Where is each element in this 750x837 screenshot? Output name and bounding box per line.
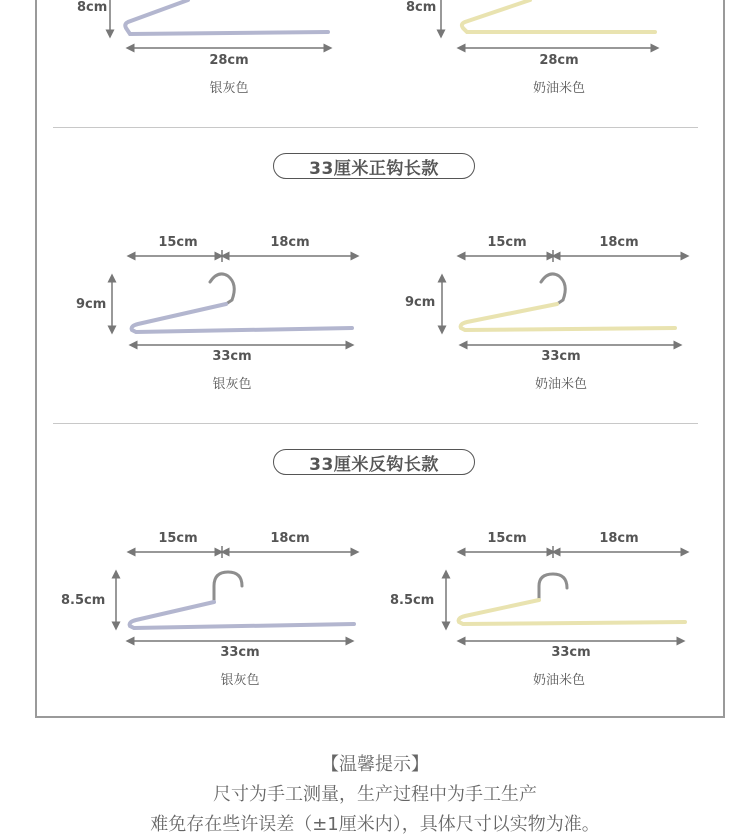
width-label: 28cm	[539, 53, 579, 68]
hook	[214, 572, 242, 602]
color-name-label: 银灰色	[212, 377, 252, 392]
segment-b-label: 18cm	[599, 531, 639, 546]
color-name-label: 银灰色	[220, 673, 260, 688]
divider	[53, 423, 698, 424]
segment-a-label: 15cm	[158, 531, 198, 546]
divider	[53, 127, 698, 128]
hanger-diagram-gray	[0, 526, 375, 696]
hanger-bar	[462, 0, 655, 32]
width-label: 33cm	[551, 645, 591, 660]
width-label: 28cm	[209, 53, 249, 68]
hanger-bar	[459, 600, 685, 624]
hook	[539, 574, 567, 600]
tips-heading: 【温馨提示】	[321, 754, 429, 775]
height-label: 9cm	[405, 295, 436, 310]
width-label: 33cm	[541, 349, 581, 364]
width-label: 33cm	[220, 645, 260, 660]
height-label: 8.5cm	[390, 593, 435, 608]
height-label: 9cm	[76, 297, 107, 312]
color-name-label: 奶油米色	[534, 377, 588, 392]
segment-b-label: 18cm	[270, 235, 310, 250]
height-label: 8cm	[77, 0, 108, 15]
section-title: 33厘米反钩长款	[273, 449, 475, 475]
hanger-diagram-cream	[375, 526, 750, 696]
segment-a-label: 15cm	[487, 235, 527, 250]
tips-line-1: 尺寸为手工测量，生产过程中为手工生产	[213, 784, 537, 805]
width-label: 33cm	[212, 349, 252, 364]
section-title: 33厘米正钩长款	[273, 153, 475, 179]
hanger-diagram-gray	[0, 230, 375, 400]
segment-a-label: 15cm	[158, 235, 198, 250]
segment-b-label: 18cm	[599, 235, 639, 250]
color-name-label: 奶油米色	[532, 673, 586, 688]
height-label: 8cm	[406, 0, 437, 15]
color-name-label: 银灰色	[209, 81, 249, 96]
hook	[541, 274, 565, 304]
hanger-bar	[125, 0, 328, 34]
hook	[210, 274, 234, 304]
top-left-hanger-diagram	[0, 0, 375, 100]
tips-line-2: 难免存在些许误差（±1厘米内），具体尺寸以实物为准。	[150, 814, 600, 835]
hanger-bar	[461, 304, 675, 330]
hanger-bar	[132, 304, 352, 332]
segment-b-label: 18cm	[270, 531, 310, 546]
color-name-label: 奶油米色	[532, 81, 586, 96]
top-right-hanger-diagram	[375, 0, 750, 100]
hanger-diagram-cream	[375, 230, 750, 400]
height-label: 8.5cm	[61, 593, 106, 608]
segment-a-label: 15cm	[487, 531, 527, 546]
hanger-bar	[130, 602, 354, 628]
